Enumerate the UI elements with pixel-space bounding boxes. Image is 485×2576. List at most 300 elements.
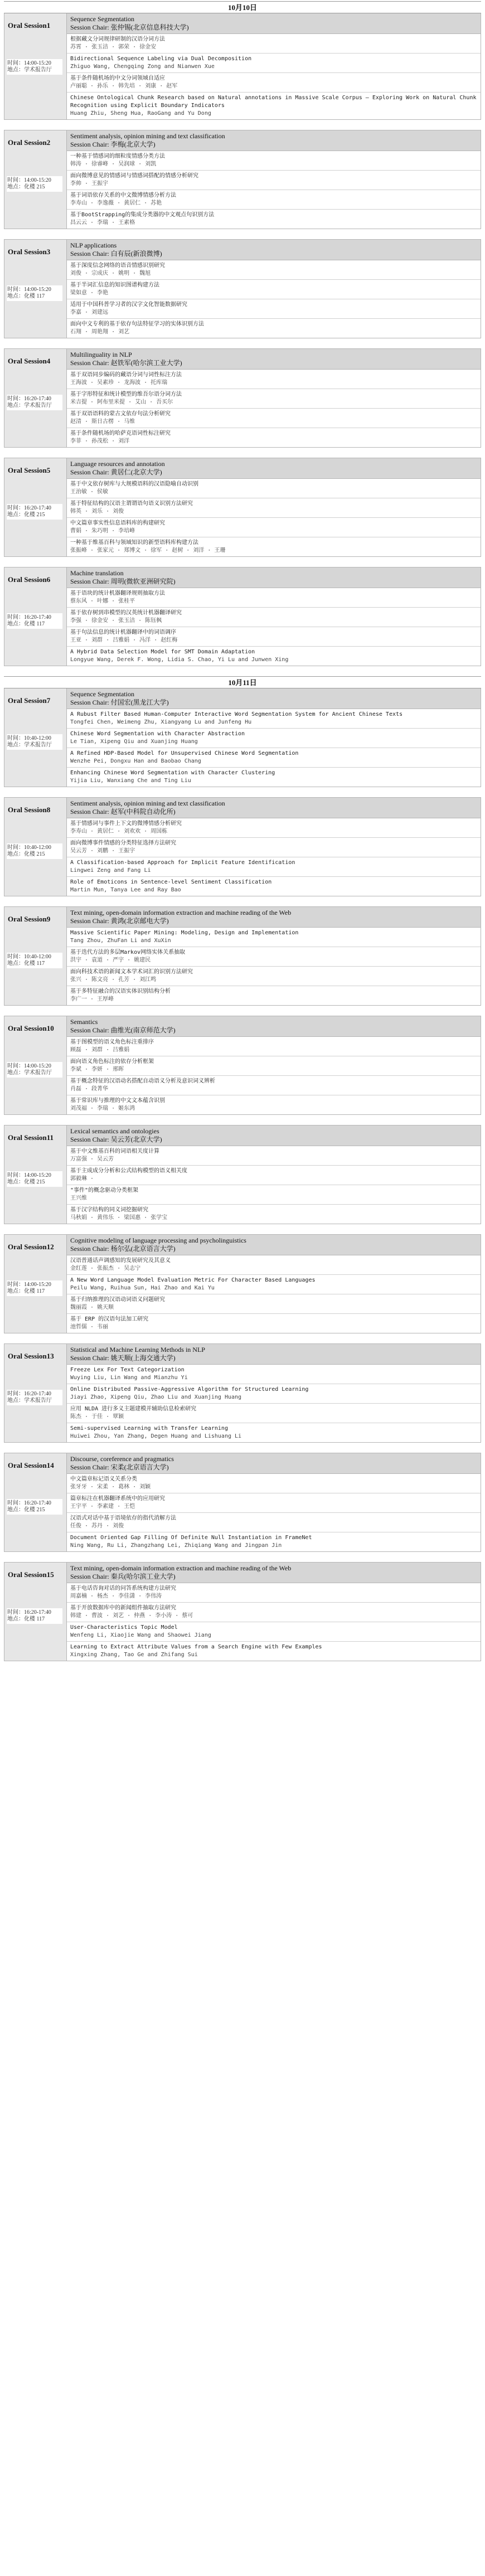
session-body <box>67 907 481 1005</box>
session-title: Cognitive modeling of language processing and psycholinguistics <box>70 1236 246 1244</box>
session-place: 地点：化楼 117 <box>7 960 45 967</box>
paper-row <box>67 1166 481 1185</box>
paper-row <box>67 389 481 409</box>
paper-title: 基于依存树到串模型的汉英统计机器翻译研究 <box>70 610 182 616</box>
paper-authors: 池哲儒 · 韦丽 <box>70 1324 109 1330</box>
session-block <box>4 239 481 338</box>
paper-authors: 洪宇 · 袁道 · 严宇 · 姚建民 <box>70 957 151 963</box>
paper-authors: 张兴 · 陈文亮 · 孔芳 · 刘江鸣 <box>70 977 157 983</box>
paper-title: 面向微博意见的情感词与情感词搭配的情感分析研究 <box>70 173 198 179</box>
session-name: Oral Session7 <box>8 696 51 705</box>
paper-authors: 王亚 · 刘群 · 吕雅娟 · 冯洋 · 赵红梅 <box>70 637 178 643</box>
paper-title: User-Characteristics Topic Model <box>70 1624 178 1631</box>
session-label-cell <box>4 349 67 447</box>
paper-row <box>67 498 481 518</box>
session-place: 地点：化楼 215 <box>7 851 45 857</box>
session-header <box>67 1453 481 1474</box>
session-name: Oral Session5 <box>8 466 51 474</box>
session-place: 地点：学术报告厅 <box>7 1070 52 1076</box>
session-place: 地点：学术报告厅 <box>7 742 52 748</box>
session-chair: Session Chair: 杨尔弘(北京语言大学) <box>70 1245 176 1253</box>
session-body <box>67 688 481 787</box>
session-name: Oral Session3 <box>8 248 51 256</box>
paper-authors: 刘茂福 · 李瑞 · 姬东鸿 <box>70 1105 135 1112</box>
paper-title: 基于多特征融合的汉语实体识别结构分析 <box>70 988 171 994</box>
paper-authors: 张牙牙 · 宋柔 · 葛林 · 刘颖 <box>70 1484 151 1490</box>
paper-row <box>67 54 481 73</box>
session-header <box>67 1344 481 1365</box>
paper-authors: 李寿山 · 李逸薇 · 黄居仁 · 苏艳 <box>70 200 162 206</box>
session-block <box>4 13 481 120</box>
paper-authors: 肖磊 · 段菁华 <box>70 1086 109 1092</box>
paper-authors: 刘俊 · 宗成庆 · 姚明 · 魏旭 <box>70 270 151 276</box>
session-name: Oral Session10 <box>8 1024 54 1032</box>
paper-authors: 郭毅琳 · <box>70 1176 94 1182</box>
paper-title: 基于中文依存树库与大规模语料的汉语隐喻自动识别 <box>70 481 198 487</box>
paper-title: Document Oriented Gap Filling Of Definite Null Instantiation in FrameNet <box>70 1535 312 1541</box>
paper-row <box>67 479 481 498</box>
paper-authors: 金红莲 · 张振杰 · 吴志宁 <box>70 1265 141 1272</box>
paper-authors: Wuying Liu, Lin Wang and Mianzhu Yi <box>70 1375 188 1381</box>
paper-row <box>67 1384 481 1404</box>
paper-authors: 昌云云 · 李瑞 · 王素格 <box>70 220 135 226</box>
paper-title: A Rubust Filter Based Human-Computer Interactive Word Segmentation System for Ancient Chinese Texts <box>70 711 403 717</box>
paper-authors: 曹娟 · 朱巧明 · 李培峰 <box>70 528 135 534</box>
session-place: 地点：学术报告厅 <box>7 67 52 73</box>
paper-title: 基于迭代方法的多层Markov网络实体关系抽取 <box>70 949 186 955</box>
session-block <box>4 348 481 448</box>
paper-title: 面向微博事件情感的分类特征选择方法研究 <box>70 840 176 846</box>
session-title: Sentiment analysis, opinion mining and text classification <box>70 799 225 807</box>
paper-title: 面向中文专利的基于依存句法特征学习的实体识别方法 <box>70 321 204 327</box>
session-label-cell <box>4 1563 67 1661</box>
session-time: 时间：14:00-15:20 <box>7 1063 51 1069</box>
session-name: Oral Session9 <box>8 915 51 923</box>
paper-title: 面向语义角色标注的依存分析框架 <box>70 1059 154 1065</box>
session-title: NLP applications <box>70 241 117 249</box>
session-label-cell <box>4 1344 67 1442</box>
session-time: 时间：14:00-15:20 <box>7 1282 51 1288</box>
session-time: 时间：16:20-17:40 <box>7 396 51 402</box>
paper-title: 基于语块的统计机器翻译规则抽取方法 <box>70 590 165 596</box>
session-title: Discourse, coreference and pragmatics <box>70 1455 174 1463</box>
paper-authors: Xingxing Zhang, Tao Ge and Zhifang Sui <box>70 1652 198 1658</box>
paper-title: Chinese Ontological Chunk Research based on Natural annotations in Massive Scale Corpus — Exploring Work on Natural Chunk Recognition using Explicit Boundary Indicators <box>70 95 477 109</box>
paper-title: A Hybrid Data Selection Model for SMT Domain Adaptation <box>70 649 255 655</box>
session-block <box>4 1562 481 1661</box>
paper-authors: 梁如意 · 李艳 <box>70 290 109 296</box>
paper-row <box>67 73 481 93</box>
paper-title: Enhancing Chinese Word Segmentation with Character Clustering <box>70 770 275 776</box>
paper-title: 基于情感词与事件上下文的微博情感分析研究 <box>70 821 182 827</box>
paper-authors: 李菲 · 孙茂松 · 刘洋 <box>70 438 130 444</box>
session-meta <box>7 504 62 520</box>
session-title: Multilinguality in NLP <box>70 351 132 358</box>
paper-row <box>67 34 481 54</box>
paper-title: 汉语普通话声调感知的发展研究及其意义 <box>70 1258 171 1264</box>
paper-title: 根据藏文分词规律研制的汉语分词方法 <box>70 36 165 42</box>
paper-row <box>67 537 481 556</box>
session-time: 时间：16:20-17:40 <box>7 1500 51 1506</box>
paper-title: 基于双语同步编码的藏语分词与词性标注方法 <box>70 372 182 378</box>
session-header <box>67 130 481 151</box>
paper-authors: 石翔 · 周艳翔 · 刘艺 <box>70 329 130 335</box>
session-title: Lexical semantics and ontologies <box>70 1127 159 1135</box>
paper-authors: 王兴维 <box>70 1195 87 1201</box>
program-schedule <box>0 1 485 1661</box>
session-body <box>67 130 481 229</box>
paper-authors: Yijia Liu, Wanxiang Che and Ting Liu <box>70 778 191 784</box>
paper-authors: Ning Wang, Ru Li, Zhangzhang Lei, Zhiqiang Wang and Jingpan Jin <box>70 1542 282 1549</box>
session-meta <box>7 734 62 750</box>
session-body <box>67 1563 481 1661</box>
paper-row <box>67 857 481 877</box>
paper-row <box>67 588 481 608</box>
paper-row <box>67 818 481 838</box>
paper-authors: 蔡东风 · 叶娜 · 张桂平 <box>70 598 135 604</box>
paper-title: 基于中文维基百科的词语相关度计算 <box>70 1148 159 1154</box>
session-body <box>67 1453 481 1551</box>
session-block <box>4 688 481 787</box>
session-chair: Session Chair: 付国宏(黑龙江大学) <box>70 698 169 706</box>
paper-row <box>67 1255 481 1275</box>
paper-authors: 陈杰 · 于佳 · 覃颖 <box>70 1414 124 1420</box>
paper-row <box>67 1532 481 1551</box>
session-place: 地点：化楼 215 <box>7 1507 45 1513</box>
paper-row <box>67 1076 481 1095</box>
paper-authors: 苏霄 · 张玉洁 · 郭荣 · 徐金安 <box>70 44 157 50</box>
session-header <box>67 349 481 370</box>
paper-title: 基于常识库与推理的中文文本蕴含识别 <box>70 1098 165 1104</box>
session-label-cell <box>4 240 67 338</box>
session-label-cell <box>4 1016 67 1114</box>
session-chair: Session Chair: 周明(微软亚洲研究院) <box>70 578 176 585</box>
paper-row <box>67 1493 481 1513</box>
session-time: 时间：14:00-15:20 <box>7 60 51 66</box>
paper-row <box>67 928 481 947</box>
paper-row <box>67 1037 481 1056</box>
session-header <box>67 798 481 818</box>
session-time: 时间：16:20-17:40 <box>7 614 51 620</box>
paper-authors: 李寿山 · 黄居仁 · 刘欢欢 · 周国栋 <box>70 828 168 835</box>
session-header <box>67 567 481 588</box>
paper-row <box>67 1294 481 1314</box>
paper-title: 基于深度信念网络的语音情感识别研究 <box>70 263 165 269</box>
session-chair: Session Chair: 秦兵(哈尔滨工业大学) <box>70 1573 176 1580</box>
paper-authors: 韩涛 · 徐睿峰 · 吴润球 · 刘凯 <box>70 161 157 167</box>
paper-row <box>67 1205 481 1224</box>
paper-row <box>67 967 481 986</box>
session-body <box>67 13 481 119</box>
session-body <box>67 240 481 338</box>
session-label-cell <box>4 907 67 1005</box>
paper-row <box>67 319 481 338</box>
paper-title: 基于 ERP 的汉语句法加工研究 <box>70 1316 149 1322</box>
paper-row <box>67 986 481 1005</box>
paper-row <box>67 1513 481 1532</box>
paper-title: 基于电话咨询对话的问答系统构建方法研究 <box>70 1585 176 1592</box>
paper-authors: 王海波 · 吴素珍 · 龙海波 · 托库瑞 <box>70 380 168 386</box>
paper-row <box>67 151 481 171</box>
paper-title: 基于句法信息的统计机器翻译中的词语调序 <box>70 629 176 635</box>
session-place: 地点：学术报告厅 <box>7 402 52 409</box>
session-time: 时间：10:40-12:00 <box>7 735 51 741</box>
paper-title: Massive Scientific Paper Mining: Modeling, Design and Implementation <box>70 930 299 936</box>
session-title: Sequence Segmentation <box>70 690 134 698</box>
paper-row <box>67 877 481 896</box>
session-place: 地点：化楼 117 <box>7 1616 45 1622</box>
session-time: 时间：14:00-15:20 <box>7 287 51 293</box>
paper-row <box>67 370 481 389</box>
session-title: Language resources and annotation <box>70 460 165 468</box>
session-name: Oral Session4 <box>8 357 51 365</box>
paper-row <box>67 299 481 319</box>
session-header <box>67 458 481 479</box>
session-meta <box>7 953 62 968</box>
session-title: Machine translation <box>70 569 124 577</box>
session-block <box>4 797 481 896</box>
paper-title: 中文篇章标记语义关系分类 <box>70 1476 137 1482</box>
session-name: Oral Session8 <box>8 806 51 814</box>
session-time: 时间：10:40-12:00 <box>7 845 51 851</box>
session-header <box>67 13 481 34</box>
session-name: Oral Session15 <box>8 1570 54 1579</box>
session-block <box>4 1125 481 1224</box>
paper-authors: Longyue Wang, Derek F. Wong, Lidia S. Chao, Yi Lu and Junwen Xing <box>70 657 289 663</box>
session-time: 时间：16:20-17:40 <box>7 1609 51 1616</box>
paper-title: Freeze Lex For Text Categorization <box>70 1367 185 1373</box>
paper-row <box>67 409 481 428</box>
session-header <box>67 688 481 709</box>
paper-row <box>67 838 481 857</box>
paper-title: 篇章标注在机器翻译系统中的应用研究 <box>70 1496 165 1502</box>
session-label-cell <box>4 458 67 556</box>
session-chair: Session Chair: 宋柔(北京语言大学) <box>70 1463 169 1471</box>
session-header <box>67 240 481 260</box>
session-title: Text mining, open-domain information extraction and machine reading of the Web <box>70 1564 292 1572</box>
paper-title: Learning to Extract Attribute Values from a Search Engine with Few Examples <box>70 1644 322 1650</box>
session-meta <box>7 613 62 629</box>
paper-title: 基于图模型的语义角色标注重排序 <box>70 1039 154 1045</box>
paper-title: Bidirectional Sequence Labeling via Dual Decomposition <box>70 56 252 62</box>
paper-authors: 魏丽霞 · 姚天顺 <box>70 1304 114 1311</box>
session-meta <box>7 395 62 410</box>
session-time: 时间：14:00-15:20 <box>7 177 51 183</box>
paper-row <box>67 729 481 748</box>
paper-authors: 米吉提 · 阿布里米提 · 艾山 · 吾买尔 <box>70 399 173 405</box>
session-body <box>67 1235 481 1333</box>
paper-title: 基于汉字结构的同义词挖掘研究 <box>70 1207 148 1213</box>
paper-title: 一种基于维基百科与领域知识的新型语料库构建方法 <box>70 540 198 546</box>
paper-authors: 李斌 · 李妍 · 邢晖 <box>70 1066 124 1073</box>
session-place: 地点：化楼 117 <box>7 621 45 627</box>
session-meta <box>7 176 62 192</box>
session-body <box>67 1126 481 1224</box>
paper-authors: Martin Mun, Tanya Lee and Ray Bao <box>70 887 181 893</box>
paper-authors: 李帅 · 王振宇 <box>70 181 109 187</box>
session-name: Oral Session1 <box>8 21 51 30</box>
paper-authors: Tongfei Chen, Weimeng Zhu, Xiangyang Lu and Junfeng Hu <box>70 719 252 725</box>
paper-row <box>67 171 481 190</box>
paper-title: 基于字形特征和统计模型的维吾尔语分词方法 <box>70 391 182 397</box>
session-chair: Session Chair: 黄居仁(北京大学) <box>70 468 162 476</box>
paper-authors: 顾磊 · 刘群 · 吕雅娟 <box>70 1047 130 1053</box>
session-time: 时间：10:40-12:00 <box>7 954 51 960</box>
session-block <box>4 130 481 229</box>
session-meta <box>7 1390 62 1405</box>
paper-title: 适用于中国科普学习者的汉字文化智能数据研究 <box>70 302 187 308</box>
session-title: Statistical and Machine Learning Methods in NLP <box>70 1346 205 1354</box>
paper-title: A Classification-based Approach for Implicit Feature Identification <box>70 860 295 866</box>
paper-row <box>67 1603 481 1622</box>
paper-title: 基于归纳推理的汉语动词语义问题研究 <box>70 1297 165 1303</box>
session-meta <box>7 285 62 301</box>
paper-title: 汉语式对话中基于语境依存的指代消解方法 <box>70 1515 176 1521</box>
paper-row <box>67 210 481 229</box>
paper-row <box>67 647 481 666</box>
session-chair: Session Chair: 曲维光(南京师范大学) <box>70 1026 176 1034</box>
paper-title: 基于开放数据库中的新闻组件抽取方法研究 <box>70 1605 176 1611</box>
session-place: 地点：化楼 215 <box>7 512 45 518</box>
paper-row <box>67 627 481 647</box>
paper-authors: Peilu Wang, Ruihua Sun, Hai Zhao and Kai Yu <box>70 1285 215 1291</box>
paper-row <box>67 1642 481 1661</box>
paper-title: 基于特征结构的汉语主谓谓语句语义识别方法研究 <box>70 501 193 507</box>
session-chair: Session Chair: 李梅(北京大学) <box>70 140 156 148</box>
paper-title: A New Word Language Model Evaluation Metric For Character Based Languages <box>70 1277 316 1283</box>
paper-row <box>67 608 481 627</box>
session-time: 时间：14:00-15:20 <box>7 1172 51 1178</box>
session-meta <box>7 1608 62 1624</box>
session-place: 地点：化楼 117 <box>7 1288 45 1294</box>
session-block <box>4 567 481 666</box>
session-body <box>67 458 481 556</box>
paper-row <box>67 93 481 119</box>
paper-authors: Zhiguo Wang, Chengqing Zong and Nianwen Xue <box>70 64 215 70</box>
session-chair: Session Chair: 张仲锡(北京信息科技大学) <box>70 23 189 31</box>
paper-row <box>67 1423 481 1442</box>
session-place: 地点：化楼 215 <box>7 184 45 190</box>
paper-title: Semi-supervised Learning with Transfer Learning <box>70 1425 228 1432</box>
paper-row <box>67 1275 481 1294</box>
session-chair: Session Chair: 黄鸿(北京邮电大学) <box>70 917 169 925</box>
session-meta <box>7 59 62 75</box>
session-title: Sentiment analysis, opinion mining and text classification <box>70 132 225 140</box>
session-header <box>67 1126 481 1146</box>
session-block <box>4 1453 481 1552</box>
session-label-cell <box>4 13 67 119</box>
paper-row <box>67 947 481 967</box>
session-body <box>67 349 481 447</box>
paper-row <box>67 1404 481 1423</box>
session-chair: Session Chair: 白有辰(新浪微博) <box>70 250 162 258</box>
paper-row <box>67 1095 481 1114</box>
session-name: Oral Session11 <box>8 1133 54 1142</box>
session-chair: Session Chair: 赵铁军(哈尔滨工业大学) <box>70 359 182 367</box>
paper-title: 面向科技术语的新闻文本学术词汇的识别方法研究 <box>70 969 193 975</box>
session-meta <box>7 1499 62 1515</box>
paper-title: 中文篇章事实性信息语料库的构建研究 <box>70 520 165 526</box>
session-header <box>67 1235 481 1255</box>
session-title: Text mining, open-domain information extraction and machine reading of the Web <box>70 909 292 916</box>
paper-title: 基于条件随机场的哈萨克语词性标注研究 <box>70 430 171 436</box>
paper-authors: 韩建 · 曹波 · 刘艺 · 仲燕 · 李小涛 · 蔡可 <box>70 1613 193 1619</box>
session-meta <box>7 1171 62 1187</box>
paper-row <box>67 709 481 729</box>
session-label-cell <box>4 1126 67 1224</box>
paper-title: 一种基于情感词的细粒度情感分类方法 <box>70 153 165 159</box>
paper-row <box>67 1474 481 1493</box>
paper-title: 基于主成成分分析和公式结构模型的语义相关度 <box>70 1168 187 1174</box>
session-place: 地点：学术报告厅 <box>7 1398 52 1404</box>
session-title: Sequence Segmentation <box>70 15 134 23</box>
paper-title: 基于双语语料的蒙古文依存句法分析研究 <box>70 411 171 417</box>
paper-title: 基于词语依存关系的中文微博情感分析方法 <box>70 192 176 198</box>
paper-row <box>67 1314 481 1333</box>
session-body <box>67 798 481 896</box>
session-chair: Session Chair: 赵军(中科院自动化所) <box>70 808 176 816</box>
paper-authors: Wenzhe Pei, Dongxu Han and Baobao Chang <box>70 758 201 764</box>
paper-row <box>67 1185 481 1205</box>
session-header <box>67 1016 481 1037</box>
session-time: 时间：16:20-17:40 <box>7 505 51 511</box>
paper-authors: 任俊 · 苏丹 · 刘俊 <box>70 1523 124 1529</box>
paper-row <box>67 1056 481 1076</box>
session-label-cell <box>4 798 67 896</box>
paper-row <box>67 1146 481 1166</box>
session-header <box>67 1563 481 1583</box>
paper-authors: Huang Zhiu, Sheng Hua, RaoGang and Yu Dong <box>70 110 211 117</box>
paper-authors: 张振峰 · 张家元 · 郑博文 · 徐军 · 赵树 · 刘洋 · 王珊 <box>70 547 226 554</box>
paper-title: Online Distributed Passive-Aggressive Algorithm for Structured Learning <box>70 1386 309 1393</box>
paper-row <box>67 768 481 787</box>
session-block <box>4 1016 481 1115</box>
session-chair: Session Chair: 吴云芳(北京大学) <box>70 1136 162 1143</box>
session-meta <box>7 1280 62 1296</box>
session-body <box>67 1344 481 1442</box>
paper-row <box>67 1622 481 1642</box>
paper-title: Role of Emoticons in Sentence-level Sentiment Classification <box>70 879 272 885</box>
paper-authors: 吴云芳 · 刘鹏 · 王振宇 <box>70 848 135 854</box>
paper-authors: 万富强 · 吴云芳 <box>70 1156 114 1162</box>
paper-row <box>67 190 481 210</box>
paper-authors: 马秋娟 · 黄伟乐 · 梁国惠 · 张学宝 <box>70 1215 168 1221</box>
paper-authors: 李嘉 · 刘建远 <box>70 309 109 316</box>
paper-title: 基于概念特征的汉语动名搭配自动语义分析及意识词义辨析 <box>70 1078 215 1084</box>
session-body <box>67 1016 481 1114</box>
session-header <box>67 907 481 928</box>
session-label-cell <box>4 1453 67 1551</box>
paper-authors: 王宇平 · 李素建 · 王恺 <box>70 1503 135 1510</box>
paper-authors: Le Tian, Xipeng Qiu and Xuanjing Huang <box>70 739 198 745</box>
paper-title: 基于条件随机场的中文分词领域自适应 <box>70 75 165 81</box>
paper-title: 基于半词汇信息的知识图谱构建方法 <box>70 282 159 288</box>
paper-row <box>67 1583 481 1603</box>
paper-authors: 周嘉楠 · 杨杰 · 李佳潇 · 李伟涛 <box>70 1593 162 1599</box>
paper-authors: Huiwei Zhou, Yan Zhang, Degen Huang and Lishuang Li <box>70 1433 242 1439</box>
paper-row <box>67 280 481 299</box>
paper-authors: Tang Zhou, ZhuFan Li and XuXin <box>70 938 171 944</box>
date-header: 10月11日 <box>4 676 481 688</box>
paper-title: 应用 NLDA 进行多义主题建模并辅助信息检索研究 <box>70 1406 197 1412</box>
paper-authors: Jiayi Zhao, Xipeng Qiu, Zhao Liu and Xuanjing Huang <box>70 1394 242 1400</box>
session-name: Oral Session12 <box>8 1243 54 1251</box>
session-name: Oral Session6 <box>8 575 51 584</box>
paper-authors: 韩英 · 刘乐 · 刘俊 <box>70 508 124 515</box>
paper-authors: Wenfeng Li, Xiaojie Wang and Shaowei Jiang <box>70 1632 211 1638</box>
paper-title: "事件"的概念驱动分类框架 <box>70 1187 139 1194</box>
paper-row <box>67 428 481 447</box>
